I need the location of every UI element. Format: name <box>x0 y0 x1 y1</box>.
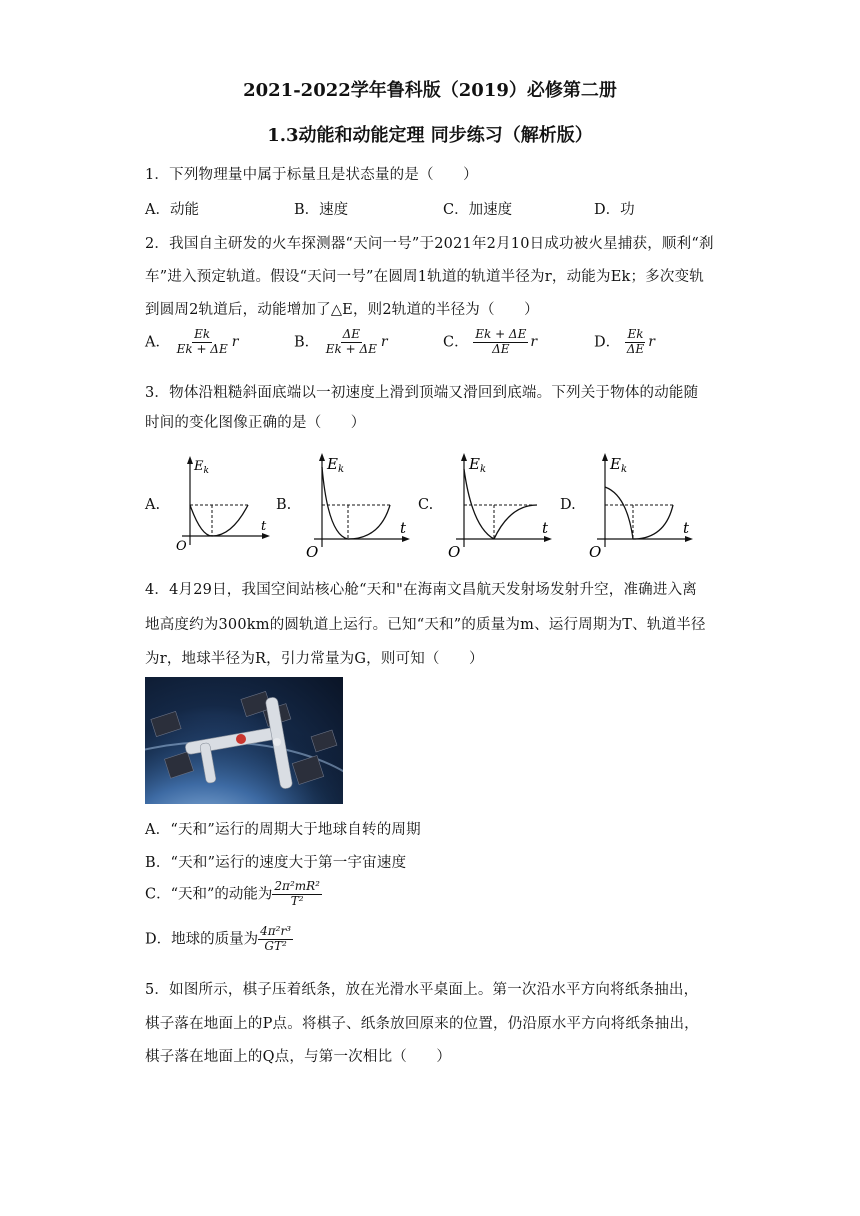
q1-option-c: C．加速度 <box>443 202 513 218</box>
svg-text:Ek: $E_k$ <box>469 455 487 475</box>
q3-option-d-label: D. <box>560 497 576 513</box>
document-subtitle: 1.3动能和动能定理 同步练习（解析版） <box>267 125 593 146</box>
q2-option-b: B． $\frac{\Delta E}{Ek + \Delta E}$ r <box>294 327 388 356</box>
question-2-line-2: 车”进入预定轨道。假设“天问一号”在圆周1轨道的轨道半径为r，动能为Ek；多次变轨 <box>145 269 704 285</box>
origin-label: O <box>448 543 461 561</box>
svg-text:Ek: $E_k$ <box>194 459 209 476</box>
q3-graph-c <box>442 447 557 566</box>
question-5-line-3: 棋子落在地面上的Q点，与第一次相比（ ） <box>145 1049 452 1065</box>
question-4-line-3: 为r，地球半径为R，引力常量为G，则可知（ ） <box>145 651 484 667</box>
question-4-line-2: 地高度约为300km的圆轨道上运行。已知“天和”的质量为m、运行周期为T、轨道半径 <box>145 617 706 633</box>
origin-label: O <box>176 539 187 554</box>
q4-option-c: C．“天和”的动能为 $\frac{\text{2π²mR²}}{\text{T²}}$ <box>145 879 320 908</box>
question-4-line-1: 4．4月29日，我国空间站核心舱“天和"在海南文昌航天发射场发射升空，准确进入离 <box>145 582 697 598</box>
q3-graph-d <box>583 447 698 566</box>
t-axis-label: t <box>683 519 690 537</box>
question-3-line-2: 时间的变化图像正确的是（ ） <box>145 415 366 431</box>
ek-axis-label: E <box>610 455 621 473</box>
question-3-line-1: 3．物体沿粗糙斜面底端以一初速度上滑到顶端又滑回到底端。下列关于物体的动能随 <box>145 385 699 401</box>
question-2-line-1: 2．我国自主研发的火车探测器“天问一号”于2021年2月10日成功被火星捕获，顺利“刹 <box>145 236 714 252</box>
space-station-image <box>145 677 343 804</box>
svg-text:Ek: $E_k$ <box>610 455 628 475</box>
q2-option-a: A． $\frac{Ek}{Ek + \Delta E}$ r <box>145 327 239 356</box>
question-1-stem: 1．下列物理量中属于标量且是状态量的是（ ） <box>145 167 478 183</box>
t-axis-label: t <box>261 519 267 534</box>
question-2-line-3: 到圆周2轨道后，动能增加了△E，则2轨道的半径为（ ） <box>145 302 539 318</box>
q1-option-d: D．功 <box>594 202 635 218</box>
q3-option-a-label: A. <box>145 497 161 513</box>
q1-option-a: A．动能 <box>145 202 199 218</box>
q2-option-d: D． $\frac{Ek}{\Delta E}$ r <box>594 327 655 356</box>
q4-option-b: B．“天和”运行的速度大于第一宇宙速度 <box>145 855 407 871</box>
document-title: 2021-2022学年鲁科版（2019）必修第二册 <box>243 80 617 101</box>
ek-axis-label: E <box>194 459 204 474</box>
q4-option-d: D．地球的质量为 $\frac{\text{4π²r³}}{\text{GT²}}$ <box>145 924 292 953</box>
svg-text:Ek: $E_k$ <box>327 455 345 475</box>
ek-axis-label: E <box>469 455 480 473</box>
q4-option-a: A．“天和”运行的周期大于地球自转的周期 <box>145 822 421 838</box>
q3-option-c-label: C. <box>418 497 434 513</box>
origin-label: O <box>589 543 602 561</box>
question-5-line-2: 棋子落在地面上的P点。将棋子、纸条放回原来的位置，仍沿原水平方向将纸条抽出， <box>145 1016 699 1032</box>
ek-axis-label: E <box>327 455 338 473</box>
q3-graph-a <box>170 450 275 564</box>
q1-option-b: B．速度 <box>294 202 349 218</box>
t-axis-label: t <box>400 519 407 537</box>
q2-option-c: C． $\frac{Ek + \Delta E}{\Delta E}$ r <box>443 327 538 356</box>
question-5-line-1: 5．如图所示，棋子压着纸条，放在光滑水平桌面上。第一次沿水平方向将纸条抽出， <box>145 982 699 998</box>
t-axis-label: t <box>542 519 549 537</box>
origin-label: O <box>306 543 319 561</box>
q3-graph-b <box>300 447 415 566</box>
q3-option-b-label: B. <box>276 497 292 513</box>
